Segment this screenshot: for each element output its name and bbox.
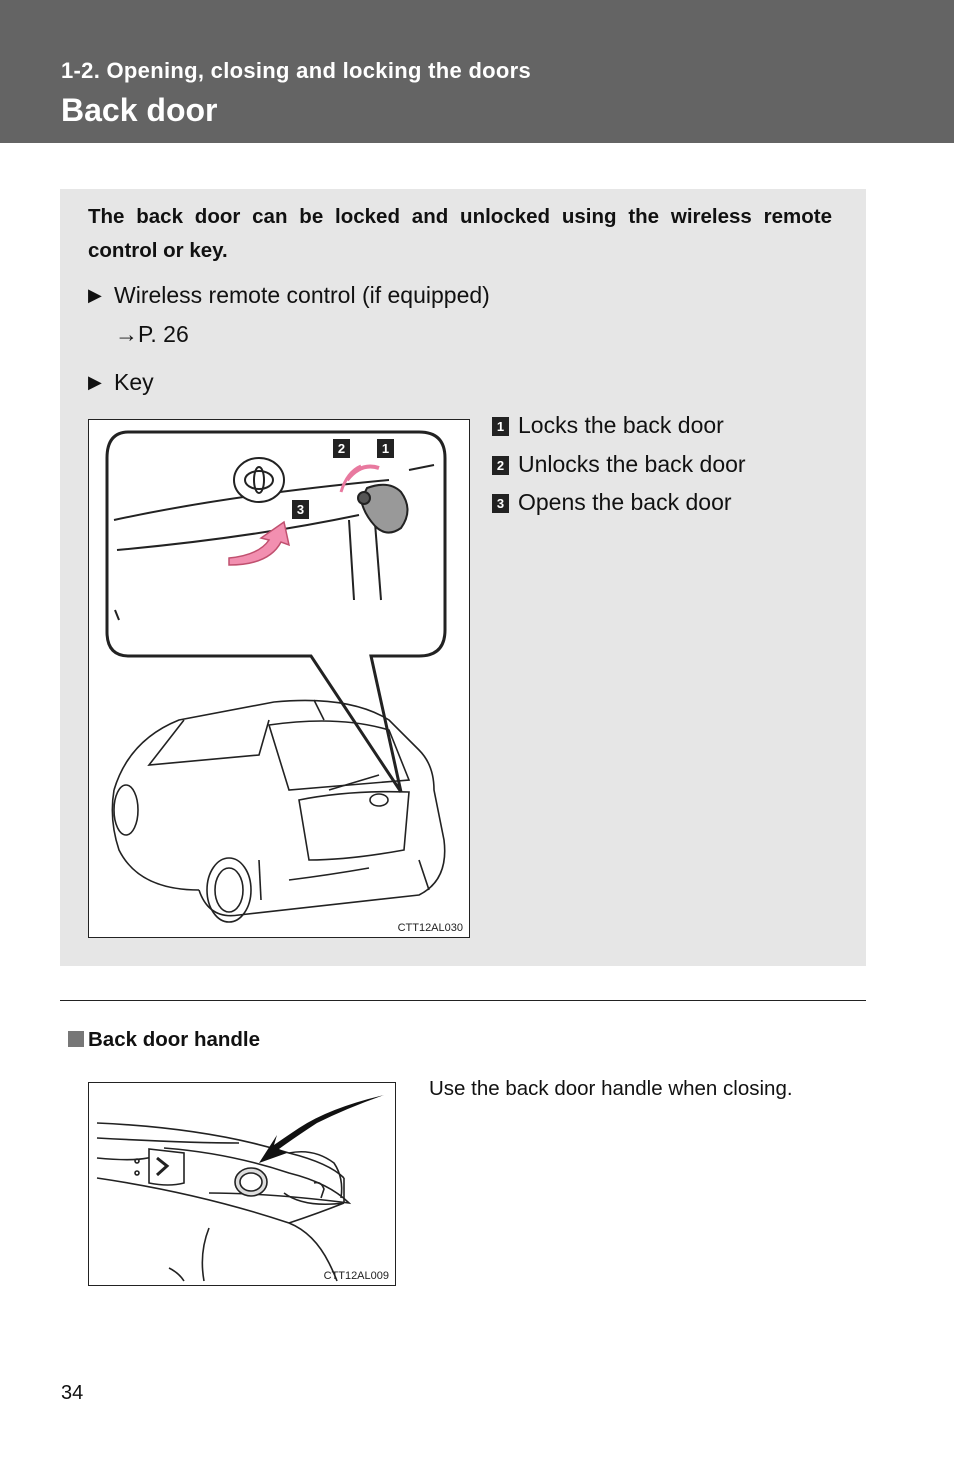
section-divider bbox=[60, 1000, 866, 1001]
page-reference[interactable] bbox=[115, 321, 189, 348]
option-label: Wireless remote control (if equipped) bbox=[114, 282, 490, 308]
legend-text: Opens the back door bbox=[518, 489, 732, 515]
handle-description: Use the back door handle when closing. bbox=[429, 1077, 793, 1100]
page-title: Back door bbox=[61, 92, 218, 128]
callout-3: 3 bbox=[292, 500, 309, 519]
subhead-text: Back door handle bbox=[88, 1028, 261, 1051]
legend-number: 3 bbox=[492, 494, 509, 513]
square-bullet-icon bbox=[68, 1031, 84, 1047]
page-header bbox=[0, 0, 954, 143]
door-handle-illustration bbox=[89, 1083, 395, 1285]
triangle-bullet-icon: ▶ bbox=[88, 285, 102, 305]
section-heading: 1-2. Opening, closing and locking the doors bbox=[61, 58, 532, 83]
legend-text: Locks the back door bbox=[518, 412, 724, 438]
intro-text: The back door can be locked and unlocked using the wireless remote control or key. bbox=[88, 205, 832, 262]
key-lock-figure bbox=[88, 419, 470, 938]
figure-code: CTT12AL030 bbox=[397, 922, 463, 934]
legend-text: Unlocks the back door bbox=[518, 451, 746, 477]
option-key bbox=[88, 369, 154, 396]
legend-item bbox=[492, 489, 732, 516]
legend-item bbox=[492, 451, 746, 478]
legend-item bbox=[492, 412, 724, 439]
handle-section-heading bbox=[68, 1028, 260, 1052]
option-label: Key bbox=[114, 369, 154, 395]
reference-text: P. 26 bbox=[138, 321, 189, 347]
car-rear-illustration bbox=[89, 420, 469, 937]
callout-1: 1 bbox=[377, 439, 394, 458]
triangle-bullet-icon: ▶ bbox=[88, 372, 102, 392]
handle-figure bbox=[88, 1082, 396, 1286]
legend-number: 1 bbox=[492, 417, 509, 436]
legend-number: 2 bbox=[492, 456, 509, 475]
page-number: 34 bbox=[61, 1382, 84, 1404]
figure-code: CTT12AL009 bbox=[323, 1270, 389, 1282]
callout-2: 2 bbox=[333, 439, 350, 458]
option-wireless bbox=[88, 282, 490, 309]
arrow-right-icon: → bbox=[115, 321, 138, 347]
